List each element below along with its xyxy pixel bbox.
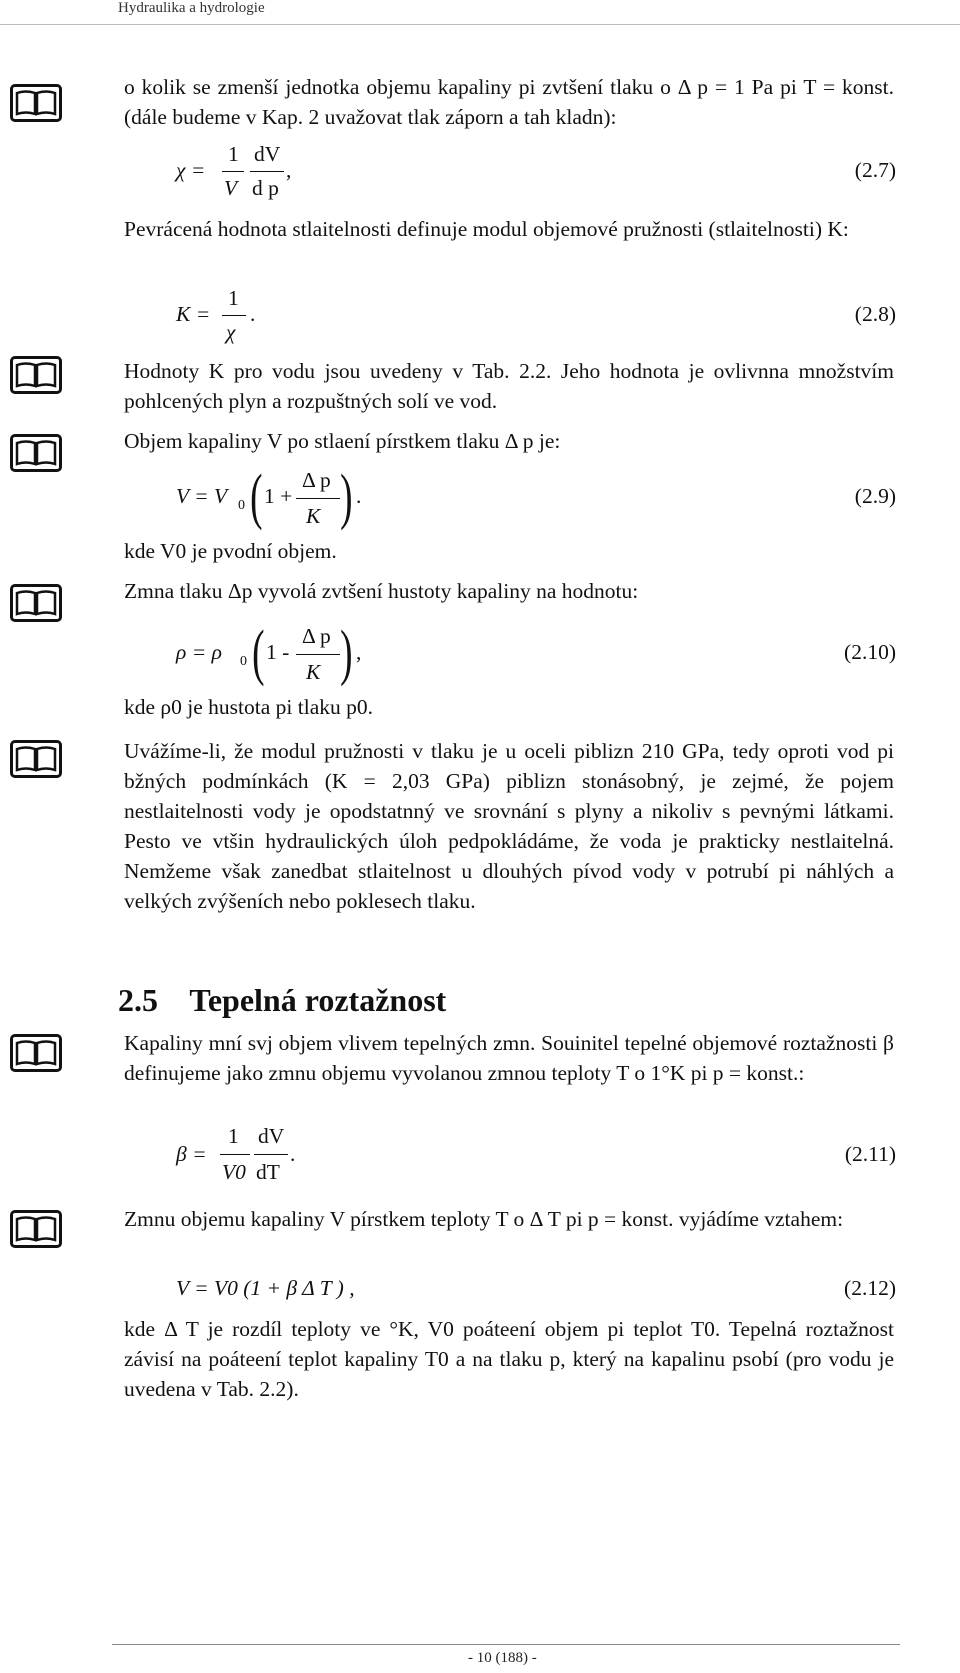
- equation-2-9: [124, 462, 896, 542]
- right-paren: ): [340, 619, 353, 687]
- eq-tail: ,: [286, 158, 292, 182]
- eq-subscript: 0: [238, 498, 245, 513]
- page-number: - 10 (188) -: [468, 1650, 537, 1666]
- equation-label: (2.7): [854, 158, 896, 182]
- book-icon: [10, 584, 62, 622]
- equation-2-11: [124, 1120, 896, 1200]
- header-title: Hydraulika a hydrologie: [118, 0, 265, 16]
- eq-subscript: 0: [240, 654, 247, 669]
- right-paren: ): [340, 463, 353, 531]
- page-header: [0, 0, 960, 25]
- fraction-line: [254, 1154, 288, 1155]
- paragraph-rho0: kde ρ0 je hustota pi tlaku p0.: [124, 695, 373, 719]
- eq-lhs: V = V: [176, 484, 228, 508]
- left-paren: (: [250, 463, 263, 531]
- eq-lhs: ρ = ρ: [176, 640, 222, 664]
- paragraph-steel-comparison: Uvážíme-li, že modul pružnosti v tlaku je u oceli piblizn 210 GPa, tedy oproti vod pi bžných podmínkách (K = 2,03 GPa) piblizn stonásobný, je zejmé, že pojem nestlaitelnosti vody je opodstatnný ve srovnání s plyny a nikoliv s pevnými látkami. Pesto ve vtšin hydraulických úloh pedpokládáme, že voda je prakticky nestlaitelná. Nemžeme však zanedbat stlaitelnost u dlouhých pívod vody v potrubí pi náhlých a velkých zvýšeních nebo poklesech tlaku.: [124, 739, 894, 913]
- fraction-line: [296, 498, 340, 499]
- paragraph-delta-t: kde Δ T je rozdíl teploty ve °K, V0 poáteení objem pi teplot T0. Tepelná roztažnost závisí na poáteení teplot kapaliny T0 a na tlaku p, který na kapalinu psobí (pro vodu je uvedena v Tab. 2.2).: [124, 1317, 894, 1401]
- eq-numerator: 1: [228, 142, 239, 166]
- fraction-line: [296, 654, 340, 655]
- paragraph-k-values: Hodnoty K pro vodu jsou uvedeny v Tab. 2.2. Jeho hodnota je ovlivnna množstvím pohlcených plyn a rozpuštných solí ve vod.: [124, 359, 894, 413]
- equation-2-12: [124, 1274, 896, 1310]
- equation-label: (2.9): [854, 484, 896, 508]
- eq-tail: .: [290, 1142, 296, 1166]
- section-heading: [118, 982, 446, 1019]
- section-title: Tepelná roztažnost: [189, 982, 447, 1018]
- fraction-line: [250, 171, 284, 172]
- eq-numerator: 1: [228, 1124, 239, 1148]
- equation-label: (2.10): [844, 640, 896, 664]
- paragraph-modulus: Pevrácená hodnota stlaitelnosti definuje modul objemové pružnosti (stlaitelnosti) K:: [124, 217, 849, 241]
- eq-lhs: K =: [176, 302, 211, 326]
- eq-denominator: V: [224, 176, 238, 200]
- eq-numerator: dV: [258, 1124, 285, 1148]
- paragraph-volume-temperature: Zmnu objemu kapaliny V pírstkem teploty T o Δ T pi p = konst. vyjádíme vztahem:: [124, 1207, 844, 1231]
- book-icon: [10, 740, 62, 778]
- eq-numerator: Δ p: [302, 624, 331, 648]
- eq-lhs: χ =: [176, 158, 206, 182]
- book-icon: [10, 434, 62, 472]
- book-icon: [10, 1210, 62, 1248]
- eq-denominator: χ: [226, 320, 236, 344]
- equation-2-7: [124, 140, 896, 220]
- section-number: 2.5: [118, 982, 158, 1018]
- equation-2-8: [124, 284, 896, 364]
- fraction-line: [220, 1154, 250, 1155]
- eq-denominator: K: [306, 660, 321, 684]
- eq-tail: ,: [356, 640, 362, 664]
- book-icon: [10, 356, 62, 394]
- eq-denominator: dT: [256, 1160, 280, 1184]
- book-icon: [10, 1034, 62, 1072]
- eq-tail: .: [250, 302, 256, 326]
- paragraph-density-change: Zmna tlaku Δp vyvolá zvtšení hustoty kapaliny na hodnotu:: [124, 579, 639, 603]
- eq-numerator: dV: [254, 142, 281, 166]
- equation-label: (2.12): [844, 1276, 896, 1300]
- fraction-line: [222, 171, 244, 172]
- equation-label: (2.11): [844, 1142, 896, 1166]
- eq-inner: 1 -: [266, 640, 290, 664]
- eq-denominator: K: [306, 504, 321, 528]
- left-paren: (: [252, 619, 265, 687]
- paragraph-thermal-expansion: Kapaliny mní svj objem vlivem tepelných zmn. Souinitel tepelné objemové roztažnosti β definujeme jako zmnu objemu vyvolanou zmnou teploty T o 1°K pi p = konst.:: [124, 1031, 894, 1085]
- equation-2-10: [124, 618, 896, 698]
- eq-denominator: d p: [252, 176, 279, 200]
- eq-numerator: 1: [228, 286, 239, 310]
- eq-denominator: V0: [222, 1160, 246, 1184]
- equation-label: (2.8): [854, 302, 896, 326]
- eq-expression: V = V0 (1 + β Δ T ) ,: [176, 1276, 355, 1300]
- fraction-line: [222, 315, 246, 316]
- paragraph-volume-change: Objem kapaliny V po stlaení pírstkem tlaku Δ p je:: [124, 429, 561, 453]
- eq-tail: .: [356, 484, 362, 508]
- paragraph-v0: kde V0 je pvodní objem.: [124, 539, 337, 563]
- eq-inner: 1 +: [264, 484, 293, 508]
- eq-numerator: Δ p: [302, 468, 331, 492]
- paragraph-compressibility-intro: o kolik se zmenší jednotka objemu kapaliny pi zvtšení tlaku o Δ p = 1 Pa pi T = konst. (dále budeme v Kap. 2 uvažovat tlak záporn a tah kladn):: [124, 75, 894, 129]
- book-icon: [10, 84, 62, 122]
- footer-divider: [112, 1644, 900, 1645]
- eq-lhs: β =: [176, 1142, 207, 1166]
